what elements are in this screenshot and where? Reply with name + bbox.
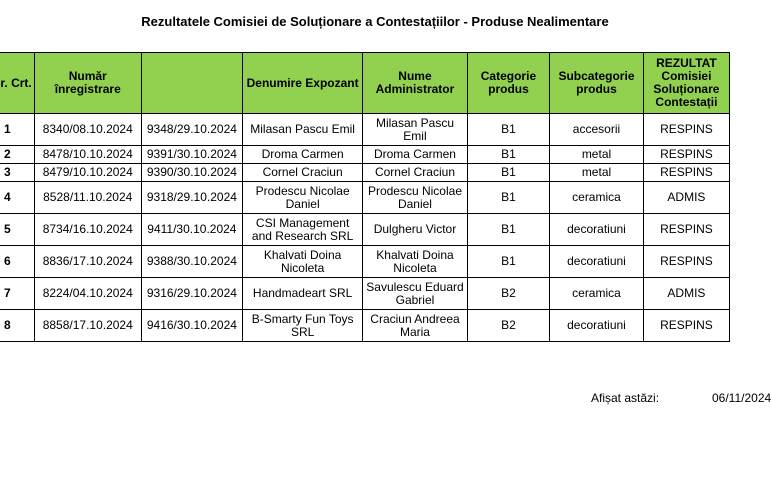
cell-nr: 3 xyxy=(0,164,34,182)
cell-categorie: B1 xyxy=(467,114,549,146)
cell-nr-inregistrare: 8478/10.10.2024 xyxy=(34,146,141,164)
cell-subcategorie: ceramica xyxy=(550,182,644,214)
table-row xyxy=(0,182,730,214)
table-row xyxy=(0,214,730,246)
results-table xyxy=(0,52,730,342)
cell-rezultat: RESPINS xyxy=(643,310,729,342)
cell-administrator: Craciun Andreea Maria xyxy=(363,310,468,342)
cell-administrator: Cornel Craciun xyxy=(363,164,468,182)
cell-nr-inregistrare: 8734/16.10.2024 xyxy=(34,214,141,246)
table-row xyxy=(0,146,730,164)
cell-nr-secundar: 9411/30.10.2024 xyxy=(141,214,242,246)
cell-expozant: Cornel Craciun xyxy=(243,164,363,182)
page-title: Rezultatele Comisiei de Soluționare a Contestațiilor - Produse Nealimentare xyxy=(141,14,609,29)
cell-categorie: B1 xyxy=(467,182,549,214)
cell-nr: 2 xyxy=(0,146,34,164)
cell-categorie: B2 xyxy=(467,278,549,310)
cell-expozant: Handmadeart SRL xyxy=(243,278,363,310)
cell-nr-inregistrare: 8858/17.10.2024 xyxy=(34,310,141,342)
cell-nr-secundar: 9388/30.10.2024 xyxy=(141,246,242,278)
cell-nr-inregistrare: 8340/08.10.2024 xyxy=(34,114,141,146)
posted-date: 06/11/2024 xyxy=(712,391,771,405)
cell-categorie: B1 xyxy=(467,164,549,182)
table-row xyxy=(0,164,730,182)
cell-subcategorie: accesorii xyxy=(550,114,644,146)
cell-nr: 6 xyxy=(0,246,34,278)
cell-nr-inregistrare: 8479/10.10.2024 xyxy=(34,164,141,182)
cell-subcategorie: metal xyxy=(550,146,644,164)
cell-rezultat: RESPINS xyxy=(643,214,729,246)
table-row xyxy=(0,246,730,278)
cell-administrator: Prodescu Nicolae Daniel xyxy=(363,182,468,214)
cell-subcategorie: metal xyxy=(550,164,644,182)
cell-categorie: B2 xyxy=(467,310,549,342)
cell-rezultat: ADMIS xyxy=(643,182,729,214)
cell-nr: 7 xyxy=(0,278,34,310)
header-administrator: Nume Administrator xyxy=(363,53,468,114)
table-row xyxy=(0,278,730,310)
cell-nr-inregistrare: 8224/04.10.2024 xyxy=(34,278,141,310)
cell-rezultat: ADMIS xyxy=(643,278,729,310)
cell-nr-inregistrare: 8836/17.10.2024 xyxy=(34,246,141,278)
cell-rezultat: RESPINS xyxy=(643,246,729,278)
cell-nr: 1 xyxy=(0,114,34,146)
cell-nr: 4 xyxy=(0,182,34,214)
table-header-row xyxy=(0,53,730,114)
cell-nr: 8 xyxy=(0,310,34,342)
cell-nr-inregistrare: 8528/11.10.2024 xyxy=(34,182,141,214)
cell-expozant: Milasan Pascu Emil xyxy=(243,114,363,146)
posted-today-label: Afișat astăzi: xyxy=(591,391,660,405)
cell-administrator: Droma Carmen xyxy=(363,146,468,164)
cell-nr-secundar: 9316/29.10.2024 xyxy=(141,278,242,310)
cell-rezultat: RESPINS xyxy=(643,164,729,182)
cell-subcategorie: decoratiuni xyxy=(550,310,644,342)
cell-nr-secundar: 9390/30.10.2024 xyxy=(141,164,242,182)
cell-expozant: B-Smarty Fun Toys SRL xyxy=(243,310,363,342)
header-rezultat: REZULTAT Comisiei Soluționare Contestații xyxy=(643,53,729,114)
cell-nr-secundar: 9318/29.10.2024 xyxy=(141,182,242,214)
cell-categorie: B1 xyxy=(467,146,549,164)
cell-subcategorie: decoratiuni xyxy=(550,214,644,246)
cell-expozant: CSI Management and Research SRL xyxy=(243,214,363,246)
cell-administrator: Dulgheru Victor xyxy=(363,214,468,246)
header-numar-secundar xyxy=(141,53,242,114)
header-categorie: Categorie produs xyxy=(467,53,549,114)
cell-categorie: B1 xyxy=(467,214,549,246)
cell-subcategorie: ceramica xyxy=(550,278,644,310)
cell-nr-secundar: 9348/29.10.2024 xyxy=(141,114,242,146)
cell-rezultat: RESPINS xyxy=(643,146,729,164)
cell-administrator: Milasan Pascu Emil xyxy=(363,114,468,146)
header-nr-crt: r. Crt. xyxy=(0,53,34,114)
header-expozant: Denumire Expozant xyxy=(243,53,363,114)
cell-administrator: Khalvati Doina Nicoleta xyxy=(363,246,468,278)
cell-nr: 5 xyxy=(0,214,34,246)
cell-subcategorie: decoratiuni xyxy=(550,246,644,278)
cell-expozant: Prodescu Nicolae Daniel xyxy=(243,182,363,214)
cell-expozant: Droma Carmen xyxy=(243,146,363,164)
table-row xyxy=(0,310,730,342)
cell-nr-secundar: 9416/30.10.2024 xyxy=(141,310,242,342)
header-numar-inregistrare: Număr înregistrare xyxy=(34,53,141,114)
cell-rezultat: RESPINS xyxy=(643,114,729,146)
cell-expozant: Khalvati Doina Nicoleta xyxy=(243,246,363,278)
header-subcategorie: Subcategorie produs xyxy=(550,53,644,114)
cell-administrator: Savulescu Eduard Gabriel xyxy=(363,278,468,310)
table-row xyxy=(0,114,730,146)
cell-categorie: B1 xyxy=(467,246,549,278)
cell-nr-secundar: 9391/30.10.2024 xyxy=(141,146,242,164)
